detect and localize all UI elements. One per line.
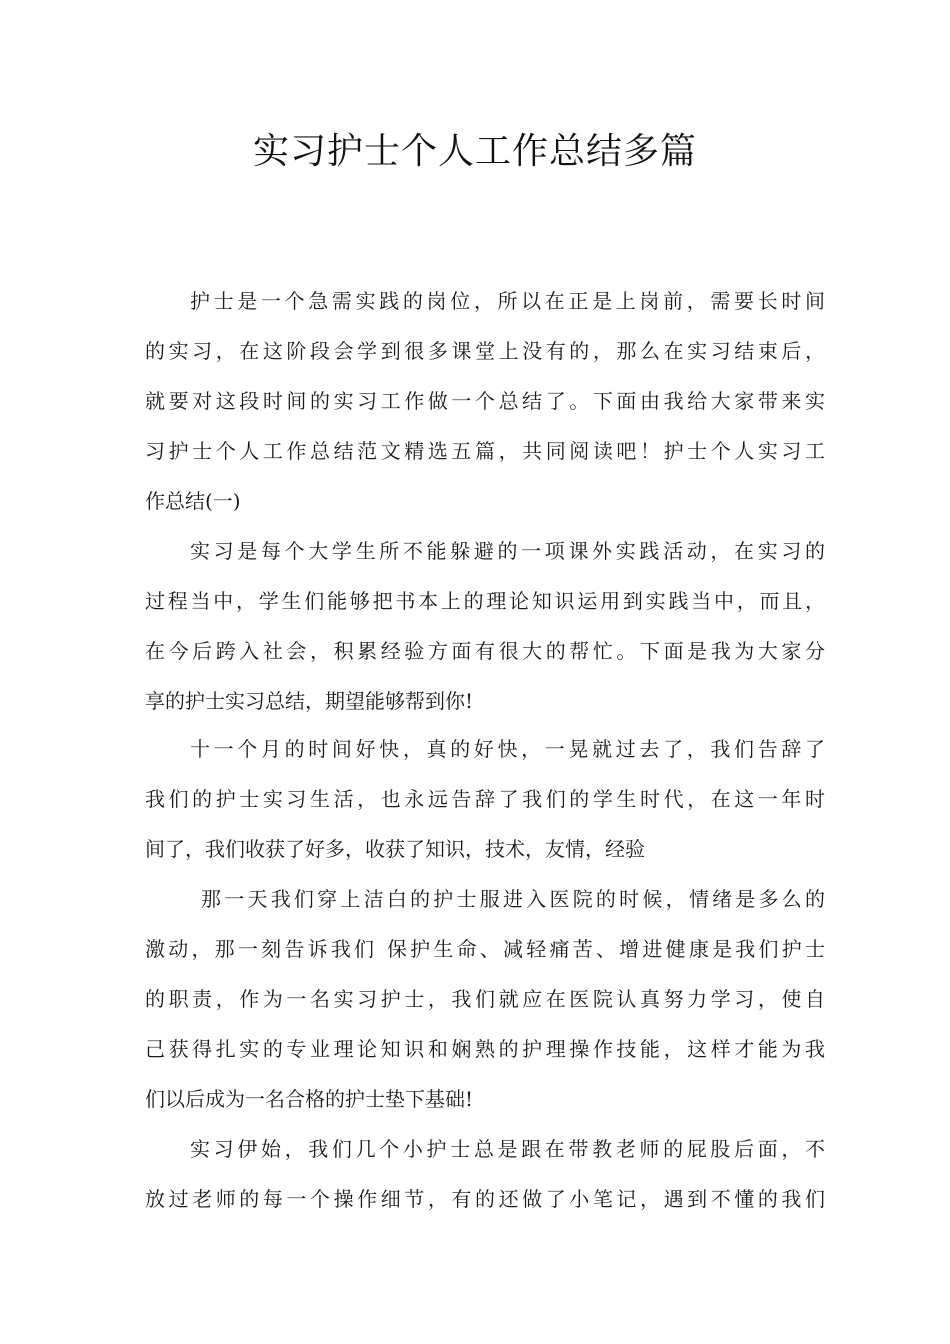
text-line: 们以后成为一名合格的护士垫下基础! xyxy=(145,1087,474,1111)
text-line: 享的护士实习总结，期望能够帮到你! xyxy=(145,689,474,713)
text-line: 实习伊始，我们几个小护士总是跟在带教老师的屁股后面，不 xyxy=(190,1137,825,1161)
text-line: 己获得扎实的专业理论知识和娴熟的护理操作技能，这样才能为我 xyxy=(145,1037,825,1061)
text-line: 间了，我们收获了好多，收获了知识，技术，友情，经验 xyxy=(145,837,645,861)
text-line: 的实习，在这阶段会学到很多课堂上没有的，那么在实习结束后， xyxy=(145,339,825,363)
document-title: 实习护士个人工作总结多篇 xyxy=(252,131,697,172)
text-line: 习护士个人工作总结范文精选五篇，共同阅读吧！护士个人实习工 xyxy=(145,439,825,463)
text-line: 放过老师的每一个操作细节，有的还做了小笔记，遇到不懂的我们 xyxy=(145,1187,825,1211)
text-line: 就要对这段时间的实习工作做一个总结了。下面由我给大家带来实 xyxy=(145,389,825,413)
text-line: 我们的护士实习生活，也永远告辞了我们的学生时代，在这一年时 xyxy=(145,787,825,811)
text-line: 在今后跨入社会，积累经验方面有很大的帮忙。下面是我为大家分 xyxy=(145,639,825,663)
text-line: 实习是每个大学生所不能躲避的一项课外实践活动，在实习的 xyxy=(190,539,825,563)
text-line: 护士是一个急需实践的岗位，所以在正是上岗前，需要长时间 xyxy=(190,289,825,313)
text-line: 过程当中，学生们能够把书本上的理论知识运用到实践当中，而且， xyxy=(145,589,825,613)
text-line: 作总结(一) xyxy=(145,489,241,513)
text-line: 那一天我们穿上洁白的护士服进入医院的时候，情绪是多么的 xyxy=(201,887,825,911)
text-line: 十一个月的时间好快，真的好快，一晃就过去了，我们告辞了 xyxy=(190,737,825,761)
text-line: 的职责，作为一名实习护士，我们就应在医院认真努力学习，使自 xyxy=(145,987,825,1011)
text-line: 激动，那一刻告诉我们 保护生命、减轻痛苦、增进健康是我们护士 xyxy=(145,937,825,961)
